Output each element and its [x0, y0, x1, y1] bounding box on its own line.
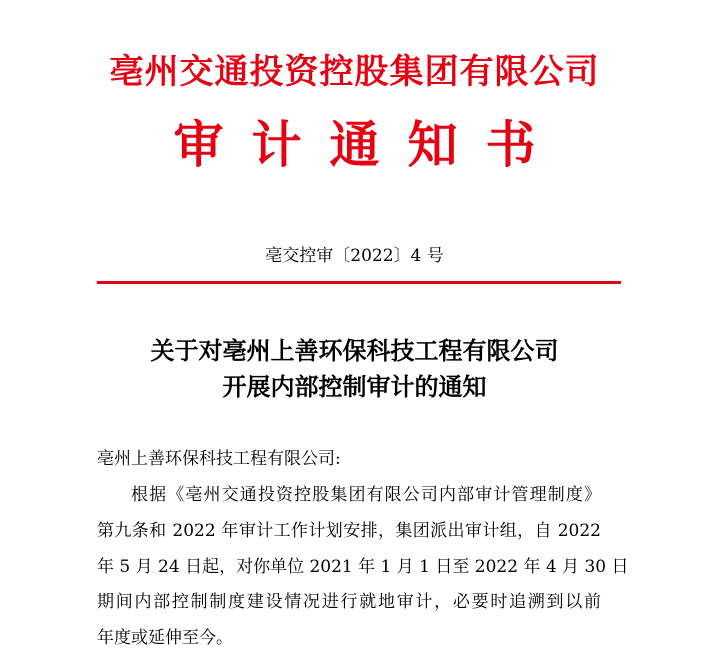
salutation: 亳州上善环保科技工程有限公司:	[97, 449, 341, 469]
red-divider-line	[97, 281, 621, 284]
document-type-heading: 审计通知书	[173, 115, 564, 174]
notice-title-line-1: 关于对亳州上善环保科技工程有限公司	[150, 336, 559, 365]
document-number: 亳交控审〔2022〕4 号	[265, 246, 444, 266]
body-text-line: 年度或延伸至今。	[97, 628, 233, 648]
notice-title-line-2: 开展内部控制审计的通知	[222, 372, 487, 401]
body-text-line: 期间内部控制制度建设情况进行就地审计，必要时追溯到以前	[97, 592, 601, 612]
body-text-line: 根据《亳州交通投资控股集团有限公司内部审计管理制度》	[131, 485, 601, 505]
issuing-organization-name: 亳州交通投资控股集团有限公司	[109, 52, 600, 92]
body-text-line: 年 5 月 24 日起，对你单位 2021 年 1 月 1 日至 2022 年 4 月 30 日	[97, 557, 629, 577]
body-text-line: 第九条和 2022 年审计工作计划安排，集团派出审计组，自 2022	[97, 521, 601, 541]
